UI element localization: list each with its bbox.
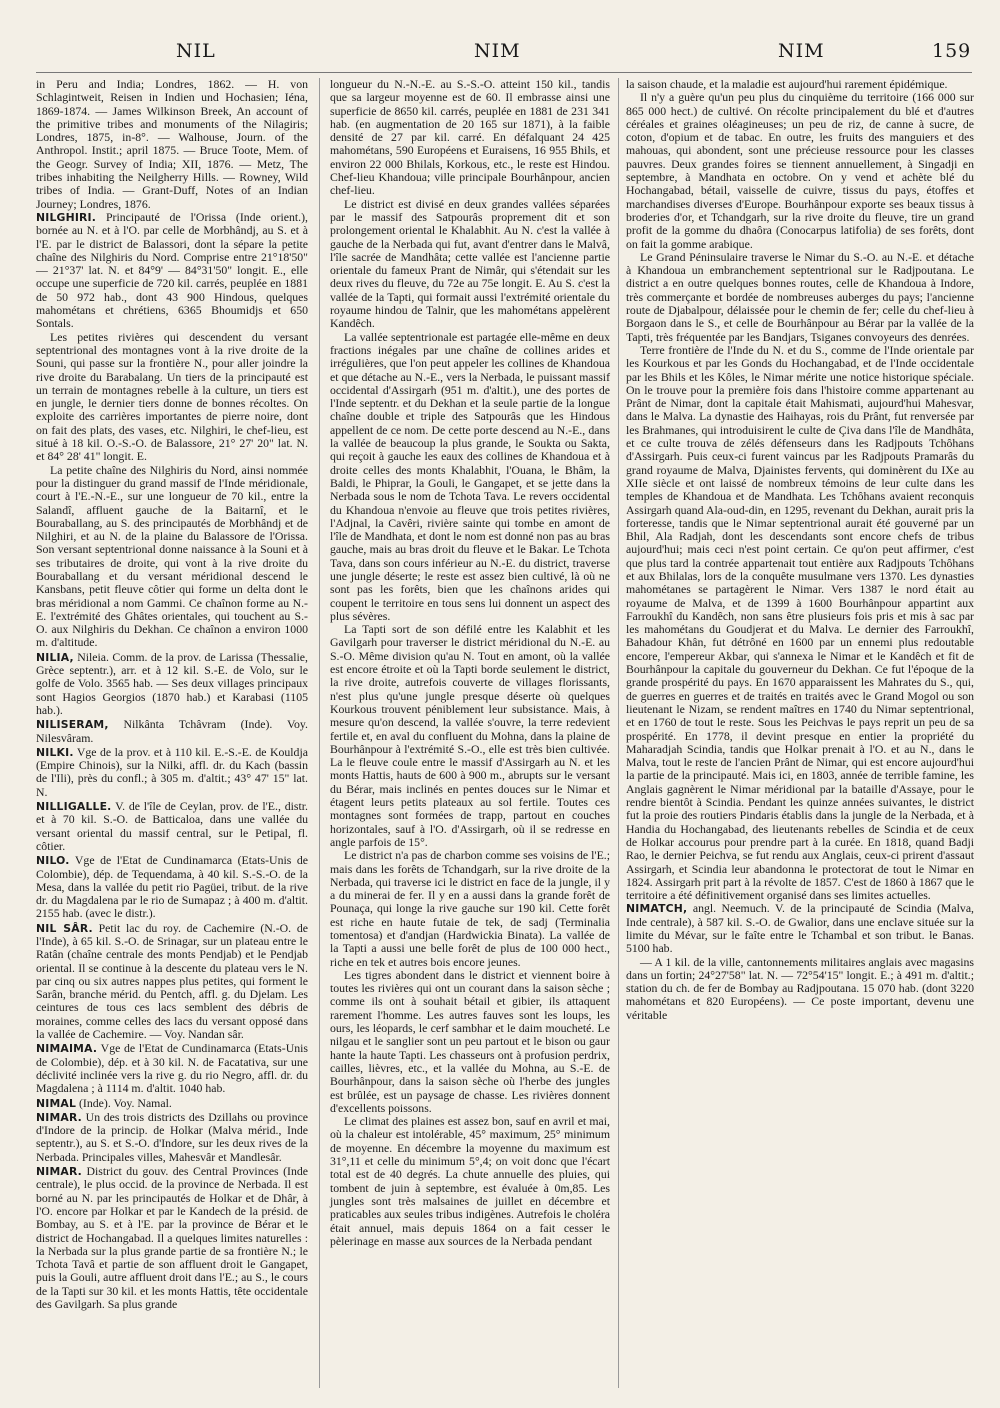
entry-nil-sar bbox=[36, 922, 308, 1042]
entry-text: Un des trois districts des Dzillahs ou province d'Indore de la princip. de Holkar (Malva mérid., Inde septentr.), au S. et S.-O. d'Indore, sur les deux rives de la Nerbada. Principales villes, Mahesvâr et Mandlesâr. bbox=[36, 1109, 308, 1164]
entry-text: Petit lac du roy. de Cachemire (N.-O. de l'Inde), à 65 kil. S.-O. de Srinagar, sur un plateau entre le Ratân (chaîne centrale des monts Pendjab) et le Pendjab oriental. Il se continue à la descente du plateau vers le N. par cinq ou six autres nappes plus petites, qui forment le Sarân, branche mérid. du Pentch, affl. g. du Djelam. Les ceintures de tous ces lacs semblent des débris de moraines, comme celles des lacs du versant opposé dans la vallée de Cachemire. — Voy. Nandan sâr. bbox=[36, 920, 309, 1042]
entry-text: Vge de l'Etat de Cundinamarca (Etats-Unis de Colombie), dép. de Tequendama, à 40 kil. S.-S.-O. de la Mesa, dans la vallée du petit rio Pagüei, tribut. de la rive dr. du Magdalena par le rio de Sumapaz ; à 400 m. d'altit. 2155 hab. (avec le distr.). bbox=[36, 853, 308, 921]
entry-text: V. de l'île de Ceylan, prov. de l'E., distr. et à 70 kil. S.-O. de Batticaloa, dans une vallée du versant oriental du massif central, sur le Petipal, fl. côtier. bbox=[36, 799, 308, 853]
column-2 bbox=[330, 78, 610, 1248]
entry-nimatch bbox=[626, 902, 974, 1022]
entry-text: Principauté de l'Orissa (Inde orient.), bornée au N. et à l'O. par celle de Morbhândj, au S. et à l'E. par le district de Balassori, dont la sépare la petite chaîne des Nilghiris du Nord. Comprise entre 21°18'50" — 21°37' lat. N. et 84°9' — 84°31'50" longit. E., elle occupe une superficie de 720 kil. carrés, peuplée en 1881 de 50 972 hab., dont 43 900 Hindous, quelques mahométans et chrétiens, 6365 Bhoumidjs et 650 Sontals. bbox=[36, 209, 309, 331]
running-head-center: NIM bbox=[474, 40, 521, 62]
entry-paragraph: la saison chaude, et la maladie est aujourd'hui rarement épidémique. bbox=[626, 77, 948, 91]
headword-nimaima: NIMAIMA. bbox=[36, 1042, 98, 1056]
entry-paragraph: Il n'y a guère qu'un peu plus du cinquième du territoire (166 000 sur 865 000 hect.) de cultivé. On récolte principalement du blé et d'autres céréales et graines oléagineuses; un peu de riz, de canne à sucre, de coton, d'opium et de tabac. En outre, les fruits des manguiers et des mahouas, qui abondent, sont une précieuse ressource pour les classes pauvres. Deux grandes foires se tiennent annuellement, à Singadji en septembre, à Mandhata en octobre. On y vend et achète blé du Hochangabad, bétail, vaisselle de cuivre, tissus du pays, étoffes et marchandises diverses d'Europe. Bourhânpour exporte ses beaux tissus à broderies d'or, et Tchandgarh, sur la rive droite du fleuve, tire un grand profit de la gomme du dhaôra (Conocarpus latifolia) de ses forêts, dont on fait la gomme arabique. bbox=[626, 90, 974, 251]
entry-niliseram bbox=[36, 718, 308, 745]
entry-nilia bbox=[36, 651, 308, 717]
running-head-left: NIL bbox=[176, 40, 216, 62]
entry-text: Nilkânta Tchâvram (Inde). Voy. Nilesvâram. bbox=[36, 717, 308, 745]
entry-text: Vge de l'Etat de Cundinamarca (Etats-Unis de Colombie), dép. et à 30 kil. N. de Facatativa, sur une déclivité inclinée vers la rive g. du rio Negro, affl. dr. du Magdalena ; à 1114 m. d'altit. 1040 hab. bbox=[36, 1041, 308, 1096]
headword-nimal: NIMAL bbox=[36, 1096, 77, 1110]
headword-nilligalle: NILLIGALLE. bbox=[36, 800, 112, 814]
entry-paragraph: La vallée septentrionale est partagée elle-même en deux fractions inégales par une chaîne de collines arides et irrégulières, que l'on peut appeler les collines de Khandoua et que détache au N.-E., vers la Nerbada, le puissant massif occidental d'Assirgarh (951 m. d'altit.), une des portes de l'Inde septentr. et du Dekhan et la seule partie de la longue chaîne double et triple des Satpourâs que les Hindous appellent de ce nom. De cette porte descend au N.-E., dans la vallée de beaucoup la plus grande, le Soukta ou Sakta, qui reçoit à gauche les eaux des collines de Khandoua et à droite celles des monts Khalabhit, l'Ouana, le Bhâm, la Baldi, le Phiprar, la Gouli, le Gangapet, et se jette dans la Nerbada sous le nom de Tchota Tava. Le revers occidental du Khandoua n'envoie au fleuve que trois petites rivières, l'Adjnal, la Cavêri, rivière sainte qui tombe en amont de l'île de Mandhata, et dont le nom est donné non pas au bras gauche, mais au bras droit du fleuve et le Bakar. Le Tchota Tava, dans son cours inférieur au N.-E. du district, traverse une jungle déserte; le reste est assez bien cultivé, là où ne sont pas les forêts, bien que les chaînons arides qui coupent le territoire en tous sens lui donnent un aspect des plus sévères. bbox=[330, 329, 610, 623]
headword-nimatch: NIMATCH, bbox=[626, 902, 688, 916]
headword-nimar: NIMAR. bbox=[36, 1110, 82, 1124]
entry-paragraph: Les tigres abondent dans le district et viennent boire à toutes les rivières qui ont un courant dans la saison sèche ; comme ils ont à souhait bétail et gibier, ils attaquent rarement l'homme. Les autres fauves sont les loups, les ours, les léopards, le cerf sambhar et le daim moucheté. Le nilgau et le sanglier sont un peu partout et le bison ou gaur hante la haute Tapti. Les chasseurs ont à profusion perdrix, cailles, lièvres, etc., et la vallée du Mohna, au S.-E. de Bourhânpour, dans la saison sèche où l'herbe des jungles est brûlée, est un paysage de chasse. Les rivières donnent d'excellents poissons. bbox=[330, 967, 610, 1115]
bibliography-continuation: in Peru and India; Londres, 1862. — H. von Schlagintweit, Reisen in Indien und Hochasien; Iéna, 1869-1874. — James Wilkinson Breek, An account of the primitive tribes and monuments of the Nilagiris; Londres, 1875, in-8°. — Walhouse, Journ. of the Anthropol. Instit.; april 1875. — Bruce Toote, Mem. of the Geogr. Survey of India; XII, 1876. — Metz, The tribes inhabiting the Neilgherry Hills. — Rowney, Wild tribes of India. — Grant-Duff, Notes of an Indian Journey; Londres, 1876. bbox=[36, 77, 308, 211]
entry-nilo bbox=[36, 854, 308, 920]
entry-paragraph: Le district est divisé en deux grandes vallées séparées par le massif des Satpourâs proprement dit et son prolongement oriental le Khalabhit. Au N. c'est la vallée à gauche de la Nerbada qui fut, avant d'entrer dans le Malvâ, l'île sacrée de Mandhâta; cette vallée est l'ancienne partie orientale du fameux Prant de Nimâr, qui s'étendait sur les deux rives du fleuve, du 72e au 75e longit. E. Au S. c'est la vallée de la Tapti, qui formait aussi l'extrémité orientale du royaume hindou de Talnir, que les mahométans appelèrent Kandêch. bbox=[330, 196, 610, 331]
entry-paragraph: — A 1 kil. de la ville, cantonnements militaires anglais avec magasins dans un fortin; 24°27'58" lat. N. — 72°54'15" longit. E.; à 491 m. d'altit.; station du ch. de fer de Bombay au Radjpoutana. 15 070 hab. (dont 3220 mahométans et 820 Européens). — Ce poste important, devenu une véritable bbox=[626, 954, 974, 1022]
headword-nilghiri: NILGHIRI. bbox=[36, 210, 97, 224]
entry-text: Vge de la prov. et à 110 kil. E.-S.-E. de Kouldja (Empire Chinois), sur la Nilki, affl. dr. du Kach (bassin de l'Ili), près du confl.; à 305 m. d'altit.; 43° 47' 15" lat. N. bbox=[36, 744, 308, 799]
entry-text: (Inde). Voy. Namal. bbox=[79, 1095, 172, 1110]
headword-nilia: NILIA, bbox=[36, 650, 74, 664]
entry-paragraph: Terre frontière de l'Inde du N. et du S., comme de l'Inde orientale par les Kourkous et par les Gonds du Hochangabad, et de l'Inde occidentale par les Bhils et les Kôles, le Nimar mérite une notice historique spéciale. On le trouve pour la première fois dans l'histoire comme appartenant au Prânt de Nimar, dont la capitale était Mahismati, aujourd'hui Mahesvar, dans le Malva. La dynastie des Haihayas, rois du Prânt, fut renversée par les Brahmanes, qui introduisirent le culte de Çiva dans l'île de Mandhâta, et ce culte trouva de zélés défenseurs dans les Radjpouts Tchôhans d'Assirgarh. Puis ceux-ci furent vaincus par les Radjpouts Pramarâs du grand royaume de Malva, Djainistes fervents, qui dominèrent du IXe au XIIe siècle et ont laissé de nombreux témoins de leur culte dans les temples de Khandoua et de Mandhata. Les Tchôhans avaient reconquis Assirgarh quand Ala-oud-din, en 1295, revenant du Dekhan, aurait pris la forteresse, tandis que le Nimar septentrional aurait été gouverné par un Bhil, Ala Radjah, dont les descendants sont encore chefs de tribus aujourd'hui; mais ceci n'est point certain. Ce qu'on peut affirmer, c'est que plus tard la contrée appartenait tout entière aux Radjpouts Tchôhans et aux Bhilalas, lors de la conquête musulmane vers 1370. Les dynasties mahométanes se partagèrent le Nimar. Vers 1387 le nord était au royaume de Malva, et de 1399 à 1600 Bourhânpour appartint aux Farroukhî du Kandêch, non sans être plusieurs fois pris et mis à sac par les mahométans du Goudjerat et du Malva. Le dernier des Farroukhî, Bahadour Khân, fut détrôné en 1600 par un ennemi plus redoutable encore, l'empereur Akbar, qui s'annexa le Nimar et le Kandêch et fit de Bourhânpour la capitale du gouverneur du Dekhan. Ce fut l'époque de la grande prospérité du pays. En 1670 apparaissent les Mahrates du S., qui, de guerres en guerres et de traités en traités avec le Grand Mogol ou son lieutenant le Nizam, se rendent maîtres en 1740 du Nimar septentrional, et en 1760 de tout le reste. Sous les Peichvas le pays reprit un peu de sa prospérité. En 1778, il devint presque en entier la propriété du Maharadjah Scindia, tandis que Holkar prenait à l'O. et au N., dans le Malva, tout le reste de l'ancien Prânt de Nimar, qui est encore aujourd'hui la partie de la principauté. Mais ici, en 1803, année de terrible famine, les Anglais gagnèrent le Nimar méridional par la bataille d'Assaye, pour le rendre bientôt à Scindia. Pendant les quinze années suivantes, le district fut la proie des routiers Pindaris établis dans la jungle de la Nerbada, et à Handia du Hochangabad, des lieutenants rebelles de Scindia et de ceux de Holkar accourus pour prendre part à la curée. En 1818, quand Badji Rao, le dernier Peichva, se fut rendu aux Anglais, ceux-ci prirent d'assaut Assirgarh, et Scindia leur abandonna le protectorat de tout le Nimar en 1824. Assirgarh prit part à la révolte de 1857. C'est de 1860 à 1867 que le territoire a été définitivement organisé dans ses limites actuelles. bbox=[626, 342, 974, 903]
entry-nilligalle bbox=[36, 800, 308, 853]
header-rule bbox=[36, 72, 972, 73]
page-number: 159 bbox=[932, 40, 972, 62]
entry-paragraph: Le Grand Péninsulaire traverse le Nimar du S.-O. au N.-E. et détache à Khandoua un embranchement septentrional sur le Radjpoutana. Le district a en outre quelques bonnes routes, celle de Khandoua à Indore, très commerçante et bordée de nombreuses auberges du pays; l'ancienne route de Djabalpour, délaissée pour le chemin de fer; celle du chef-lieu à Borgaon dans le S., et celle de Bourhânpour au Bérar par la vallée de la Tapti, très fréquentée par les Bandjars, Tsiganes convoyeurs des denrées. bbox=[626, 249, 974, 344]
entry-text: angl. Neemuch. V. de la principauté de Scindia (Malva, Inde centrale), à 587 kil. S.-O. de Gwalior, dans une enclave située sur la limite du Mévar, sur le faîte entre le Tchambal et son tribut. le Banas. 5100 hab. bbox=[626, 901, 975, 956]
column-divider-1 bbox=[319, 78, 320, 1388]
entry-paragraph: La petite chaîne des Nilghiris du Nord, ainsi nommée pour la distinguer du grand massif de l'Inde méridionale, court à l'E.-N.-E., sur une longueur de 70 kil., entre la Salandî, affluent gauche de la Baitarnî, et le Bouraballang, au S. des principautés de Morbhândj et de Nilghiri, et au N. de la plaine du Balassore de l'Orissa. Son versant septentrional donne naissance à la Souni et à ses tributaires de droite, qui vont à la rive droite du Bouraballang et du versant méridional descend le Kansbans, petit fleuve côtier qui forme un delta dont le bras méridional a nom Gammi. Ce chaînon forme au N.-E. l'extrémité des Ghâtes orientales, qui touchent au S.-O. aux Nilghiris du Dekhan. Ce chaînon a environ 1000 m. d'altitude. bbox=[36, 462, 308, 650]
headword-nimar: NIMAR. bbox=[36, 1165, 82, 1179]
entry-paragraph: longueur du N.-N.-E. au S.-S.-O. atteint 150 kil., tandis que sa largeur moyenne est de 60. Il embrasse ainsi une superficie de 8650 kil. carrés, peuplée en 1881 de 231 341 hab. (en augmentation de 20 165 sur 1871), à la faible densité de 27 par kil. carré. En défalquant 24 425 mahométans, 590 Européens et Euraisens, 16 955 Bhils, et environ 22 000 Bhilals, Korkous, etc., le reste est Hindou. Chef-lieu Khandoua; ville principale Bourhânpour, ancien chef-lieu. bbox=[330, 77, 610, 198]
entry-text: Nileia. Comm. de la prov. de Larissa (Thessalie, Grèce septentr.), arr. et à 12 kil. S.-E. de Volo, sur le golfe de Volo. 3565 hab. — Ses deux villages principaux sont Hagios Georgios (1870 hab.) et Karabasi (1105 hab.). bbox=[36, 649, 308, 717]
headword-niliseram: NILISERAM, bbox=[36, 718, 109, 732]
headword-nil-sar: NIL SÂR. bbox=[36, 921, 93, 935]
column-divider-2 bbox=[618, 78, 619, 1388]
column-3 bbox=[626, 78, 974, 1023]
running-head-right: NIM bbox=[778, 40, 825, 62]
entry-paragraph: La Tapti sort de son défilé entre les Kalabhit et les Gavilgarh pour traverser le district méridional du N.-E. au S.-O. Même division qu'au N. Tout en amont, où la vallée est encore étroite et où la Tapti borde seulement le district, la rive droite, autrefois couverte de villages florissants, n'est plus qu'une jungle presque déserte où quelques Kourkous trouvent péniblement leur subsistance. Mais, à mesure qu'on descend, la vallée s'ouvre, la terre redevient fertile et, en aval du confluent du Mohna, dans la plaine de Bourhânpour à l'extrémité S.-O., elle est très bien cultivée. La le fleuve coule entre le massif d'Assirgarh au N. et les monts Hattis, hauts de 600 à 900 m., abrupts sur le versant du Bérar, mais inclinés en pentes douces sur le Nimar et étagent leurs petits plateaux au sol fertile. Toutes ces montagnes sont formées de trapp, partout en couches horizontales, sauf à l'O. d'Assirgarh, où il se redresse en angle parfois de 15°. bbox=[330, 622, 610, 849]
entry-paragraph: Les petites rivières qui descendent du versant septentrional des montagnes vont à la rive droite de la Souni, qui passe sur la frontière N., pour aller joindre la rive droite du Barabalang. Un tiers de la principauté est un terrain de montagnes rebelle à la culture, un tiers est en jungle, le dernier tiers donne de bonnes récoltes. On exploite des carrières importantes de pierre noire, dont on fait des plats, des vases, etc. Nilghiri, le chef-lieu, est situé à 18 kil. O.-S.-O. de Balassore, 21° 27' 20" lat. N. et 84° 28' 41" longit. E. bbox=[36, 329, 308, 464]
entry-paragraph: Le district n'a pas de charbon comme ses voisins de l'E.; mais dans les forêts de Tchandgarh, sur la rive droite de la Nerbada, qui traverse ici le district en face de la jungle, il y a du minerai de fer. Il y en a aussi dans la grande forêt de Pounaça, qui longe la rive gauche sur 190 kil. Cette forêt est riche en haute futaie de tek, de sadj (Terminalia tomentosa) et d'andjan (Hardwickia Binata). La vallée de la Tapti a aussi une belle forêt de plus de 100 000 hect., riche en tek et autres bois encore jeunes. bbox=[330, 848, 610, 969]
column-1 bbox=[36, 78, 308, 1312]
headword-nilki: NILKI. bbox=[36, 745, 74, 759]
entry-nimal bbox=[36, 1097, 308, 1110]
entry-text: District du gouv. des Central Provinces (Inde centrale), le plus occid. de la province de Nerbada. Il est borné au N. par les principautés de Holkar et de Dhâr, à l'O. encore par Holkar et par le Kandech de la présid. de Bombay, au S. et à l'E. par la province de Bérar et le district de Hochangabad. Il a quelques limites naturelles : la Nerbada sur la plus grande partie de sa frontière N.; le Tchota Tavâ et partie de son affluent droit le Gangapet, puis la Gouli, autre affluent droit dans l'E.; au S., le cours de la Tapti sur 30 kil. et les monts Hattis, tête occidentale des Gavilgarh. Sa plus grande bbox=[36, 1164, 308, 1312]
entry-nimar-2 bbox=[36, 1165, 308, 1311]
entry-nimaima bbox=[36, 1042, 308, 1095]
entry-paragraph: Le climat des plaines est assez bon, sauf en avril et mai, où la chaleur est intolérable, 45° maximum, 25° minimum de moyenne. En décembre la moyenne du maximum est 31°,11 et celle du minimum 5°,4; on voit donc que l'écart total est de 40 degrés. La chute annuelle des pluies, qui tombent de juin à septembre, est évaluée à 0m,85. Les jungles sont très malsaines de juillet en décembre et praticables aux seules tribus indigènes. Autrefois le choléra était annuel, mais depuis 1864 on a fait cesser le pèlerinage en masse aux sources de la Nerbada pendant bbox=[330, 1114, 610, 1248]
headword-nilo: NILO. bbox=[36, 854, 70, 868]
entry-nilghiri bbox=[36, 211, 308, 650]
entry-nilki bbox=[36, 746, 308, 799]
entry-nimar-1 bbox=[36, 1111, 308, 1164]
